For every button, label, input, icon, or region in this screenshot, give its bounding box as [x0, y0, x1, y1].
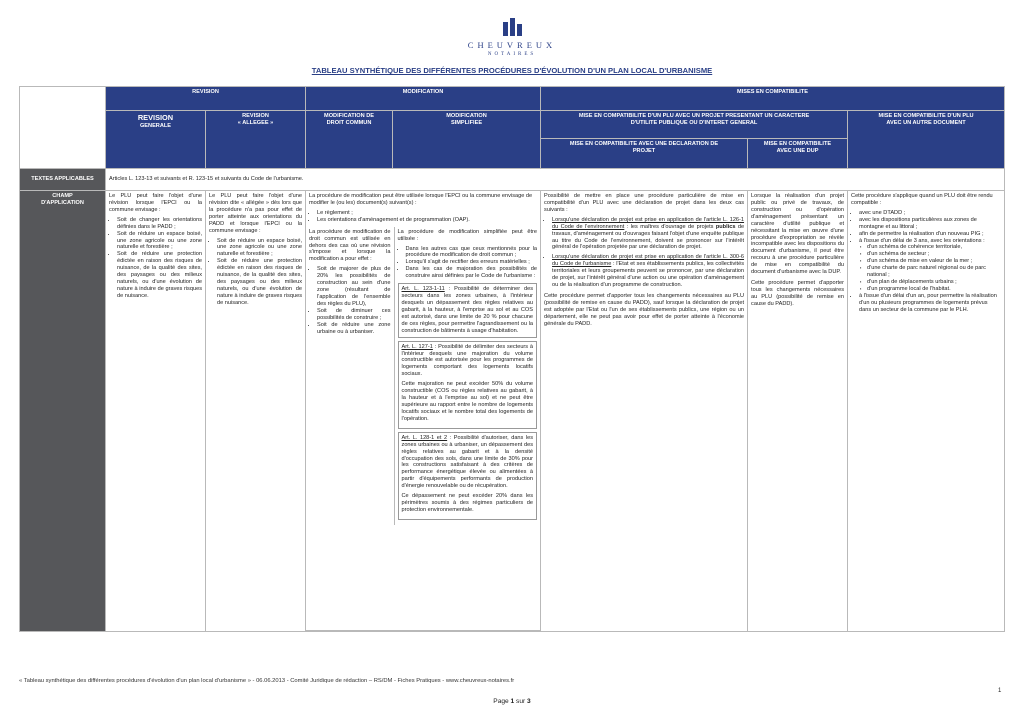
logo-brand: CHEUVREUX — [467, 40, 557, 50]
row-label-textes: TEXTES APPLICABLES — [20, 169, 106, 191]
cell-modification-droit-commun: La procédure de modification de droit commun est utilisée en dehors des cas où une révision s'impose et lorsque la modification a pour effet : • Soit de majorer de plus de 20% les possibilités de construction au sein d'une zone (résultant de l'application de l'ensemble des règles du PLU), • Soit de diminuer ces possibilités de construire ; • Soit de réduire une zone urbaine ou à urbaniser. — [309, 227, 394, 525]
cell-mec-declaration: Possibilité de mettre en place une procédure particulière de mise en compatibilité d'un PLU avec une déclaration de projet dans les deux cas suivants : • Lorsqu'une déclaration de projet est prise en application de l'article L. 126-1 du Code de l'environnement : les maîtres d'ouvrage de projets publics de travaux, d'aménagement ou d'ouvrages faisant l'objet d'une enquête publique au titre du Code de l'environnement, doivent se prononcer sur l'intérêt général de l'opération projetée par une déclaration de projet. • Lorsqu'une déclaration de projet est prise en application de l'article L. 300-6 du Code de l'urbanisme : l'Etat et ses établissements publics, les collectivités territoriales et leurs groupements peuvent se prononcer, par une déclaration de projet, sur l'intérêt général d'une action ou une opération d'aménagement ou de la réalisation d'un programme de construction. Cette procédure permet d'apporter tous les changements nécessaires au PLU (possibilité de remise en cause du PADD), sauf lorsque la déclaration de projet est adoptée par l'Etat ou l'un de ses établissements publics, une région ou un département, elle ne peut pas avoir pour effet de porter atteinte à l'économie générale du PADD. — [541, 191, 748, 632]
header-mec-dup: MISE EN COMPATIBILITE AVEC UNE DUP — [748, 139, 848, 169]
header-mec-autre-document: MISE EN COMPATIBILITE D'UN PLU AVEC UN AUTRE DOCUMENT — [848, 111, 1005, 169]
article-128-1: Art. L. 128-1 et 2 : Possibilité d'autoriser, dans les zones urbaines ou à urbaniser, un dépassement des règles relatives au gabarit et à la densité d'occupation des sols, dans une limite de 30% pour les constructions satisfaisant à des critères de performance énergétique élevée ou alimentées à partir d'équipements performants de production d'énergie renouvelable ou de récupération. Ce dépassement ne peut excéder 20% dans les périmètres soumis à des régimes particuliers de protection environnementale. — [398, 432, 538, 520]
document-title: TABLEAU SYNTHÉTIQUE DES DIFFÉRENTES PROCÉDURES D'ÉVOLUTION D'UN PLAN LOCAL D'URBANISME — [311, 66, 713, 75]
header-modification-droit-commun: MODIFICATION DE DROIT COMMUN — [306, 111, 393, 169]
article-127-1: Art. L. 127-1 : Possibilité de délimiter des secteurs à l'intérieur desquels une majoration du volume constructible est autorisée pour les programmes de logements comportant des logements locatifs sociaux. Cette majoration ne peut excéder 50% du volume constructible (COS ou règles relatives au gabarit, à la hauteur et à l'emprise au sol) et ne peut être supérieure au rapport entre le nombre de logements locatifs sociaux et le nombre total des logements de l'opération. — [398, 341, 538, 429]
article-123-1-11: Art. L. 123-1-11 : Possibilité de déterminer des secteurs dans les zones urbaines, à l'intérieur desquels un dépassement des règles relatives au gabarit, à la hauteur, à l'emprise au sol et au COS est autorisé, dans une limite de 20 % pour chacune de ces règles, pour permettre l'agrandissement ou la construction de bâtiments à usage d'habitation. — [398, 283, 538, 337]
pager: Page 1 sur 3 — [493, 698, 531, 705]
row-label-champ: CHAMP D'APPLICATION — [20, 191, 106, 632]
header-modification: MODIFICATION — [306, 87, 541, 111]
cell-modification: La procédure de modification peut être utilisée lorsque l'EPCI ou la commune envisage de modifier le (ou les) document(s) suivant(s) : • Le règlement ; • Les orientations d'aménagement et de programmation (OAP). La procédure de modification de droit commun est utilisée en dehors des cas où une révision s'impose et lorsque la modification a pour effet : • Soit de majorer de plus de 20% les possibilités de construction au sein d'une zone (résultant de l'application de l'ensemble des règles du PLU), • Soit de diminuer ces possibilités de construire ; • Soit de réduire une zone urbaine ou à urbaniser. La procédure de modification simplifiée peut être utilisée : • Dans les autres cas que ceux mentionnés pour la procédure de modification de droit commun ; • Lorsqu'il s'agit de rectifier des erreurs matérielles ; • Dans les cas de majoration des possibilités de construire ainsi définies par le Code de l'urbanisme : Art. L. 123-1-11 : Possibilité de déterminer des secteurs dans les zones urbaines, à l'intérieur desquels un dépassement des règles relatives au gabarit, à la hauteur, à l'emprise au sol et au COS est autorisé, dans une limite de 20 % pour chacune de ces règles, pour permettre l'agrandissement ou la construction de bâtiments à usage d'habitation. Art. L. 127-1 : Possibilité de délimiter des secteurs à l'intérieur desquels une majoration du volume constructible est autorisée pour les programmes de logements comportant des logements locatifs sociaux. Cette majoration ne peut excéder 50% du volume constructible (COS ou règles relatives au gabarit, à la hauteur et à l'emprise au sol) et ne peut être supérieure au rapport entre le nombre de logements locatifs sociaux et le nombre total des logements de l'opération. Art. L. 128-1 et 2 : Possibilité d'autoriser, dans les zones urbaines ou à urbaniser, un dépassement des règles relatives au gabarit et à la densité d'occupation des sols, dans une limite de 30% pour les constructions satisfaisant à des critères de performance énergétique élevée ou alimentées à partir d'équipements performants de production d'énergie renouvelable ou de récupération. Ce dépassement ne peut excéder 20% dans les périmètres soumis à des régimes particuliers de protection environnementale. — [306, 191, 541, 631]
procedures-table — [19, 86, 1005, 632]
header-modification-simplifiee: MODIFICATION SIMPLIFIEE — [393, 111, 541, 169]
cell-revision-allegee: Le PLU peut faire l'objet d'une révision dite « allégée » dès lors que la procédure n'a pas pour effet de porter atteinte aux orientations du PADD et lorsque l'EPCI ou la commune envisage : • Soit de réduire un espace boisé, une zone agricole ou une zone naturelle et forestière ; • Soit de réduire une protection édictée en raison des risques de nuisance, de la qualité des sites, des paysages ou des milieux naturels, ou d'une évolution de nature à induire de graves risques de nuisance. — [206, 191, 306, 632]
cell-modification-simplifiee: La procédure de modification simplifiée peut être utilisée : • Dans les autres cas que ceux mentionnés pour la procédure de modification de droit commun ; • Lorsqu'il s'agit de rectifier des erreurs matérielles ; • Dans les cas de majoration des possibilités de construire ainsi définies par le Code de l'urbanisme : Art. L. 123-1-11 : Possibilité de déterminer des secteurs dans les zones urbaines, à l'intérieur desquels un dépassement des règles relatives au gabarit, à la hauteur, à l'emprise au sol et au COS est autorisé, dans une limite de 20 % pour chacune de ces règles, pour permettre l'agrandissement ou la construction de bâtiments à usage d'habitation. Art. L. 127-1 : Possibilité de délimiter des secteurs à l'intérieur desquels une majoration du volume constructible est autorisée pour les programmes de logements comportant des logements locatifs sociaux. Cette majoration ne peut excéder 50% du volume constructible (COS ou règles relatives au gabarit, à la hauteur et à l'emprise au sol) et ne peut être supérieure au rapport entre le nombre de logements locatifs sociaux et le nombre total des logements de l'opération. Art. L. 128-1 et 2 : Possibilité d'autoriser, dans les zones urbaines ou à urbaniser, un dépassement des règles relatives au gabarit et à la densité d'occupation des sols, dans une limite de 30% pour les constructions satisfaisant à des critères de performance énergétique élevée ou alimentées à partir d'équipements performants de production d'énergie renouvelable ou de récupération. Ce dépassement ne peut excéder 20% dans les périmètres soumis à des régimes particuliers de protection environnementale. — [394, 227, 537, 525]
page-number: 1 — [998, 688, 1002, 694]
header-revision-allegee: REVISION « ALLEGEE » — [206, 111, 306, 169]
cell-revision-generale: Le PLU peut faire l'objet d'une révision lorsque l'EPCI ou la commune envisage : • Soit de changer les orientations définies dans le PADD ; • Soit de réduire un espace boisé, une zone agricole ou une zone naturelle et forestière ; • Soit de réduire une protection édictée en raison des risques de nuisance, de la qualité des sites, des paysages ou des milieux naturels, ou d'une évolution de nature à induire de graves risques de nuisance. — [106, 191, 206, 632]
header-revision: REVISION — [106, 87, 306, 111]
corner-cell — [20, 87, 106, 169]
footer-text: « Tableau synthétique des différentes procédures d'évolution d'un plan local d'urbanisme » - 06.06.2013 - Comité Juridique de rédaction – RS/DM - Fiches Pratiques - www.cheuvreux-notaires.fr — [19, 678, 515, 684]
header-revision-generale: REVISION GENERALE — [106, 111, 206, 169]
header-mec-projet: MISE EN COMPATIBILITE D'UN PLU AVEC UN PROJET PRESENTANT UN CARACTERE D'UTILITE PUBLIQUE OU D'INTERET GENERAL — [541, 111, 848, 139]
cell-mec-autre-document: Cette procédure s'applique quand un PLU doit être rendu compatible : • avec une DTADD ; • avec les dispositions particulières aux zones de montagne et au littoral ; • afin de permettre la réalisation d'un nouveau PIG ; • à l'issue d'un délai de 3 ans, avec les orientations : ▪ d'un schéma de cohérence territoriale, ▪ d'un schéma de secteur ; ▪ d'un schéma de mise en valeur de la mer ; ▪ d'une charte de parc naturel régional ou de parc national ; ▪ d'un plan de déplacements urbains ; ▪ d'un programme local de l'habitat. • à l'issue d'un délai d'un an, pour permettre la réalisation d'un ou plusieurs programmes de logements prévus dans un secteur de la commune par le PLH. — [848, 191, 1005, 632]
textes-applicables-value: Articles L. 123-13 et suivants et R. 123-15 et suivants du Code de l'urbanisme. — [106, 169, 1005, 191]
header-mises: MISES EN COMPATIBILITE — [541, 87, 1005, 111]
cell-mec-dup: Lorsque la réalisation d'un projet public ou privé de travaux, de construction ou d'opération d'aménagement présentant un caractère d'utilité publique et nécessitant la mise en œuvre d'une procédure d'expropriation se révèle incompatible avec les dispositions du document d'urbanisme, il peut être recouru à une procédure particulière de mise en compatibilité du document d'urbanisme avec la DUP. Cette procédure permet d'apporter tous les changements nécessaires au PLU (possibilité de remise en cause du PADD). — [748, 191, 848, 632]
logo — [466, 18, 558, 57]
logo-sub: NOTAIRES — [487, 52, 537, 57]
header-mec-declaration: MISE EN COMPATIBILITE AVEC UNE DECLARATION DE PROJET — [541, 139, 748, 169]
logo-mark-icon — [501, 18, 523, 36]
